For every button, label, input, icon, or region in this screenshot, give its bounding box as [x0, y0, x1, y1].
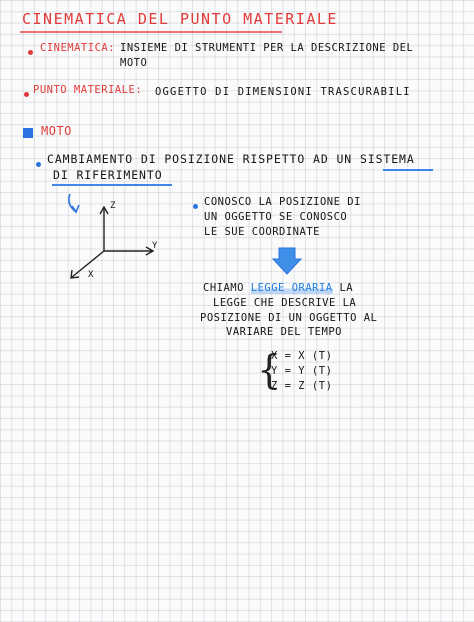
legge-oraria-highlight: LEGGE ORARIA: [250, 282, 333, 294]
bullet-dot: [193, 204, 198, 209]
def-term-punto: PUNTO MATERIALE:: [33, 84, 143, 96]
axis-label-z: Z: [110, 201, 116, 211]
legge-line1-a: CHIAMO: [203, 282, 244, 294]
legge-line2: LEGGE CHE DESCRIVE LA: [213, 297, 357, 309]
legge-line3: POSIZIONE DI UN OGGETTO AL: [200, 312, 378, 324]
def-text-cinematica-line1: INSIEME DI STRUMENTI PER LA DESCRIZIONE DEL: [120, 42, 414, 54]
moto-def-line2: DI RIFERIMENTO: [53, 168, 163, 182]
legge-line4: VARIARE DEL TEMPO: [226, 326, 342, 338]
down-arrow-icon: [273, 248, 301, 274]
section-title: MOTO: [41, 124, 72, 138]
equation-z: Z = Z (T): [271, 380, 333, 392]
equation-x: X = X (T): [271, 350, 333, 362]
know-line3: LE SUE COORDINATE: [204, 226, 320, 238]
curved-arrow-head-icon: [72, 205, 79, 212]
def-term-cinematica: CINEMATICA:: [40, 42, 116, 54]
legge-line1-b: LA: [339, 282, 354, 294]
equation-y: Y = Y (T): [271, 365, 333, 377]
know-line2: UN OGGETTO SE CONOSCO: [204, 211, 348, 223]
axis-label-y: Y: [152, 241, 158, 251]
moto-def-line1: CAMBIAMENTO DI POSIZIONE RISPETTO AD UN SISTEMA: [47, 152, 415, 166]
page-title: CINEMATICA DEL PUNTO MATERIALE: [22, 10, 338, 28]
def-text-punto: OGGETTO DI DIMENSIONI TRASCURABILI: [155, 86, 411, 98]
brace-icon: {: [257, 346, 282, 394]
def-text-cinematica-line2: MOTO: [120, 57, 148, 69]
know-line1: CONOSCO LA POSIZIONE DI: [204, 196, 361, 208]
axis-label-x: X: [88, 270, 94, 280]
